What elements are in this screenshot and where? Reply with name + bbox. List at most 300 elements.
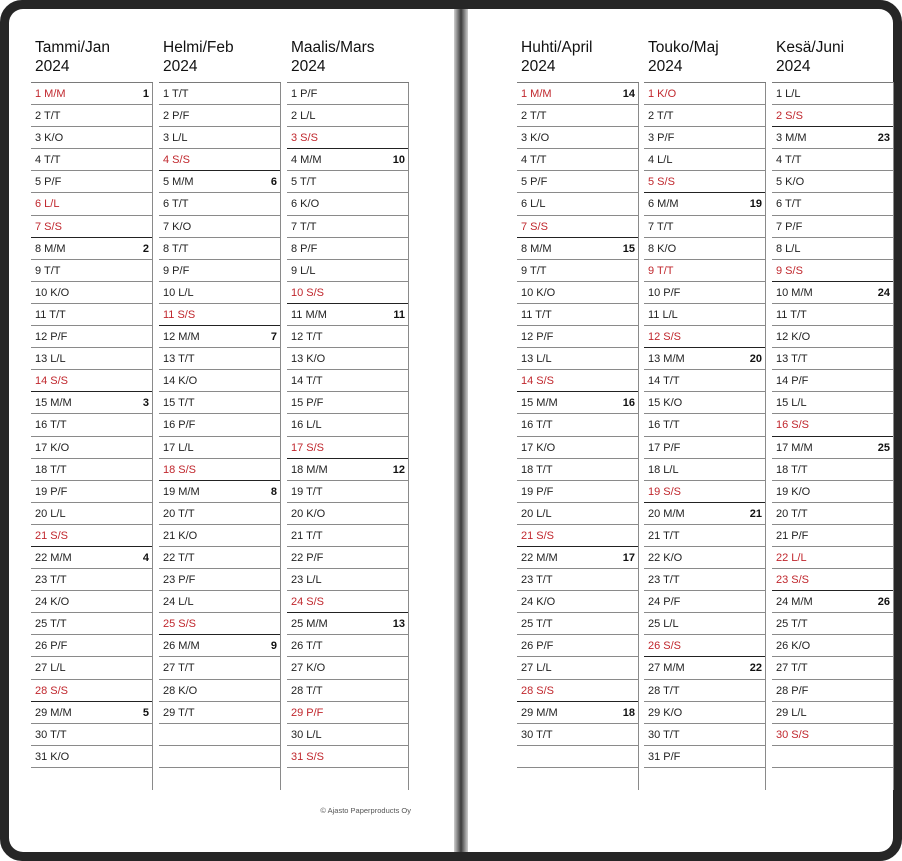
day-row	[31, 503, 152, 525]
day-label: 26 M/M	[163, 640, 200, 653]
day-label: 2 L/L	[291, 110, 316, 123]
day-row	[772, 459, 893, 481]
day-row	[517, 149, 638, 171]
day-row	[517, 569, 638, 591]
day-row	[644, 635, 765, 657]
day-row	[772, 216, 893, 238]
week-number: 6	[270, 176, 277, 189]
day-label: 2 P/F	[163, 110, 190, 123]
day-row	[772, 591, 893, 613]
book-spine	[454, 9, 468, 852]
month-header	[159, 38, 281, 83]
day-row	[159, 702, 280, 724]
day-row	[772, 171, 893, 193]
day-list	[517, 83, 639, 790]
day-row	[159, 613, 280, 635]
day-label: 30 L/L	[291, 728, 322, 741]
day-label: 17 K/O	[35, 441, 70, 454]
day-label: 1 K/O	[648, 88, 677, 100]
day-label: 10 K/O	[521, 286, 556, 299]
day-row	[644, 414, 765, 436]
day-label: 14 P/F	[776, 375, 809, 388]
day-row	[159, 680, 280, 702]
day-label: 3 S/S	[291, 132, 318, 145]
day-label: 6 L/L	[35, 198, 60, 211]
empty-row	[644, 768, 765, 790]
day-label: 22 K/O	[648, 551, 683, 564]
week-number: 5	[142, 706, 149, 719]
day-label: 26 K/O	[776, 640, 811, 653]
day-row	[287, 392, 408, 414]
day-label: 24 S/S	[291, 596, 325, 609]
day-label: 28 T/T	[648, 684, 680, 697]
day-label: 9 T/T	[35, 264, 61, 277]
day-row	[31, 105, 152, 127]
day-label: 5 K/O	[776, 176, 805, 189]
day-list	[644, 83, 766, 790]
day-row	[159, 127, 280, 149]
empty-row	[159, 724, 280, 746]
day-label: 1 M/M	[521, 88, 552, 100]
week-number: 9	[270, 640, 277, 653]
day-row	[287, 171, 408, 193]
week-number: 25	[877, 441, 890, 454]
day-label: 31 S/S	[291, 750, 325, 763]
month-column-may	[644, 38, 766, 790]
day-row	[517, 702, 638, 724]
day-label: 8 T/T	[163, 242, 189, 255]
day-label: 11 S/S	[163, 308, 196, 321]
day-label: 29 M/M	[521, 706, 558, 719]
day-label: 24 L/L	[163, 596, 194, 609]
day-row	[31, 724, 152, 746]
day-row	[517, 304, 638, 326]
week-number: 26	[877, 596, 890, 609]
day-row	[644, 525, 765, 547]
week-number: 10	[392, 154, 405, 167]
day-label: 9 T/T	[521, 264, 547, 277]
week-number: 4	[142, 551, 149, 564]
day-label: 6 L/L	[521, 198, 546, 211]
day-label: 27 M/M	[648, 662, 685, 675]
day-row	[517, 547, 638, 569]
day-row	[159, 591, 280, 613]
day-label: 30 T/T	[648, 728, 680, 741]
day-label: 2 S/S	[776, 110, 803, 123]
day-label: 16 T/T	[648, 419, 680, 432]
day-row	[31, 657, 152, 679]
day-row	[287, 525, 408, 547]
day-label: 3 K/O	[35, 132, 64, 145]
day-label: 12 K/O	[776, 331, 811, 344]
day-row	[644, 724, 765, 746]
day-row	[772, 260, 893, 282]
day-row	[644, 326, 765, 348]
month-title: Tammi/Jan	[35, 39, 110, 56]
day-label: 14 S/S	[521, 375, 555, 388]
day-row	[517, 591, 638, 613]
day-label: 17 K/O	[521, 441, 556, 454]
day-row	[31, 83, 152, 105]
day-label: 17 S/S	[291, 441, 325, 454]
day-list	[287, 83, 409, 790]
day-row	[159, 105, 280, 127]
day-label: 20 M/M	[648, 507, 685, 520]
day-row	[287, 724, 408, 746]
day-row	[159, 171, 280, 193]
day-label: 10 P/F	[648, 286, 681, 299]
day-label: 30 T/T	[35, 728, 67, 741]
day-label: 11 T/T	[35, 308, 66, 321]
day-label: 12 S/S	[648, 331, 682, 344]
day-row	[517, 193, 638, 215]
day-row	[772, 238, 893, 260]
day-label: 24 K/O	[35, 596, 70, 609]
day-row	[159, 193, 280, 215]
day-label: 6 M/M	[648, 198, 679, 211]
month-header	[772, 38, 894, 83]
day-row	[644, 216, 765, 238]
month-column-feb	[159, 38, 281, 790]
day-label: 30 T/T	[521, 728, 553, 741]
day-label: 26 P/F	[521, 640, 554, 653]
day-row	[772, 105, 893, 127]
day-label: 7 K/O	[163, 220, 192, 233]
week-number: 12	[392, 463, 405, 476]
week-number: 11	[393, 308, 405, 321]
day-row	[287, 304, 408, 326]
day-row	[772, 127, 893, 149]
day-label: 18 T/T	[35, 463, 67, 476]
day-label: 22 T/T	[163, 551, 195, 564]
day-row	[517, 326, 638, 348]
day-list	[772, 83, 894, 790]
month-year: 2024	[776, 58, 811, 75]
day-row	[517, 724, 638, 746]
day-row	[772, 702, 893, 724]
day-label: 13 L/L	[521, 353, 552, 366]
week-number: 24	[877, 286, 890, 299]
day-label: 13 T/T	[776, 353, 808, 366]
day-label: 12 P/F	[35, 331, 68, 344]
day-label: 6 T/T	[776, 198, 802, 211]
day-row	[644, 680, 765, 702]
day-row	[31, 238, 152, 260]
day-row	[772, 193, 893, 215]
day-label: 1 L/L	[776, 88, 801, 100]
day-label: 12 M/M	[163, 331, 200, 344]
day-label: 10 S/S	[291, 286, 325, 299]
day-label: 19 S/S	[648, 485, 682, 498]
day-row	[644, 83, 765, 105]
day-row	[772, 569, 893, 591]
month-year: 2024	[291, 58, 326, 75]
day-label: 23 T/T	[521, 574, 553, 587]
day-row	[772, 348, 893, 370]
day-row	[31, 459, 152, 481]
day-label: 15 M/M	[521, 397, 558, 410]
month-column-mar	[287, 38, 409, 790]
day-row	[517, 525, 638, 547]
day-label: 2 T/T	[648, 110, 674, 123]
day-label: 15 T/T	[163, 397, 195, 410]
day-label: 10 K/O	[35, 286, 70, 299]
day-label: 3 M/M	[776, 132, 807, 145]
day-row	[772, 547, 893, 569]
day-label: 18 S/S	[163, 463, 197, 476]
week-number: 23	[877, 132, 890, 145]
day-label: 7 T/T	[291, 220, 317, 233]
day-row	[517, 171, 638, 193]
day-row	[517, 680, 638, 702]
day-label: 22 M/M	[521, 551, 558, 564]
day-row	[517, 105, 638, 127]
day-label: 13 T/T	[163, 353, 195, 366]
day-label: 19 P/F	[521, 485, 554, 498]
day-label: 5 P/F	[521, 176, 548, 189]
month-title: Kesä/Juni	[776, 39, 845, 56]
day-label: 28 S/S	[521, 684, 555, 697]
day-row	[159, 569, 280, 591]
day-row	[772, 326, 893, 348]
day-label: 20 L/L	[521, 507, 552, 520]
day-label: 26 T/T	[291, 640, 323, 653]
day-label: 12 T/T	[291, 331, 323, 344]
day-row	[517, 437, 638, 459]
day-row	[644, 171, 765, 193]
day-row	[772, 414, 893, 436]
day-label: 28 K/O	[163, 684, 198, 697]
day-label: 4 T/T	[35, 154, 61, 167]
day-label: 5 S/S	[648, 176, 675, 189]
week-number: 17	[622, 551, 635, 564]
day-row	[159, 657, 280, 679]
day-row	[287, 105, 408, 127]
month-header	[287, 38, 409, 83]
day-row	[159, 83, 280, 105]
day-row	[644, 149, 765, 171]
day-row	[159, 414, 280, 436]
day-row	[517, 635, 638, 657]
month-year: 2024	[648, 58, 683, 75]
day-label: 27 K/O	[291, 662, 326, 675]
day-row	[644, 481, 765, 503]
day-row	[287, 569, 408, 591]
day-label: 4 T/T	[521, 154, 547, 167]
day-row	[287, 613, 408, 635]
day-row	[644, 569, 765, 591]
day-row	[31, 414, 152, 436]
day-row	[772, 503, 893, 525]
day-label: 4 M/M	[291, 154, 322, 167]
day-label: 5 T/T	[291, 176, 317, 189]
empty-row	[159, 746, 280, 768]
day-row	[159, 437, 280, 459]
day-label: 23 P/F	[163, 574, 196, 587]
month-year: 2024	[35, 58, 70, 75]
day-row	[287, 414, 408, 436]
day-label: 11 L/L	[648, 308, 678, 321]
day-label: 25 S/S	[163, 618, 197, 631]
day-row	[772, 370, 893, 392]
day-row	[159, 459, 280, 481]
day-row	[517, 392, 638, 414]
day-row	[287, 547, 408, 569]
day-label: 4 T/T	[776, 154, 802, 167]
day-list	[31, 83, 153, 790]
day-row	[287, 348, 408, 370]
day-list	[159, 83, 281, 790]
day-label: 23 L/L	[291, 574, 322, 587]
day-label: 5 P/F	[35, 176, 62, 189]
day-row	[159, 503, 280, 525]
week-number: 16	[622, 397, 635, 410]
day-row	[644, 591, 765, 613]
day-row	[517, 613, 638, 635]
day-label: 28 S/S	[35, 684, 69, 697]
empty-row	[772, 768, 893, 790]
empty-row	[772, 746, 893, 768]
day-label: 13 L/L	[35, 353, 66, 366]
day-label: 28 T/T	[291, 684, 323, 697]
day-row	[287, 503, 408, 525]
day-label: 20 L/L	[35, 507, 66, 520]
day-row	[159, 481, 280, 503]
month-year: 2024	[521, 58, 556, 75]
day-label: 23 T/T	[648, 574, 680, 587]
day-row	[31, 702, 152, 724]
day-label: 9 S/S	[776, 264, 803, 277]
day-label: 27 L/L	[35, 662, 66, 675]
day-row	[644, 105, 765, 127]
day-row	[31, 171, 152, 193]
day-row	[644, 437, 765, 459]
day-label: 12 P/F	[521, 331, 554, 344]
day-label: 13 K/O	[291, 353, 326, 366]
day-label: 3 P/F	[648, 132, 675, 145]
day-label: 8 K/O	[648, 242, 677, 255]
day-row	[287, 149, 408, 171]
day-label: 6 K/O	[291, 198, 320, 211]
day-label: 7 S/S	[35, 220, 62, 233]
day-label: 19 M/M	[163, 485, 200, 498]
day-label: 22 L/L	[776, 551, 807, 564]
day-row	[644, 193, 765, 215]
day-row	[31, 392, 152, 414]
month-header	[31, 38, 153, 83]
day-row	[159, 326, 280, 348]
day-row	[31, 613, 152, 635]
day-label: 18 T/T	[776, 463, 808, 476]
day-row	[159, 348, 280, 370]
day-row	[772, 481, 893, 503]
month-header	[644, 38, 766, 83]
day-label: 14 T/T	[291, 375, 323, 388]
day-label: 25 L/L	[648, 618, 679, 631]
day-label: 9 L/L	[291, 264, 316, 277]
day-row	[287, 370, 408, 392]
day-row	[31, 304, 152, 326]
day-row	[287, 282, 408, 304]
day-label: 21 P/F	[776, 529, 809, 542]
day-label: 3 L/L	[163, 132, 188, 145]
day-row	[644, 370, 765, 392]
day-label: 3 K/O	[521, 132, 550, 145]
day-label: 22 M/M	[35, 551, 72, 564]
day-label: 29 M/M	[35, 706, 72, 719]
day-row	[31, 216, 152, 238]
day-row	[159, 260, 280, 282]
day-label: 25 T/T	[521, 618, 553, 631]
day-label: 29 P/F	[291, 706, 324, 719]
day-label: 4 L/L	[648, 154, 673, 167]
day-label: 7 P/F	[776, 220, 803, 233]
day-label: 19 K/O	[776, 485, 811, 498]
day-label: 4 S/S	[163, 154, 190, 167]
day-label: 2 T/T	[521, 110, 547, 123]
day-row	[644, 260, 765, 282]
day-row	[644, 702, 765, 724]
day-label: 24 M/M	[776, 596, 813, 609]
day-row	[517, 282, 638, 304]
day-label: 6 T/T	[163, 198, 189, 211]
day-row	[287, 83, 408, 105]
day-label: 23 T/T	[35, 574, 67, 587]
day-label: 25 T/T	[776, 618, 808, 631]
day-row	[31, 282, 152, 304]
day-label: 27 T/T	[776, 662, 808, 675]
day-row	[31, 260, 152, 282]
week-number: 20	[749, 353, 762, 366]
day-label: 11 T/T	[776, 308, 807, 321]
empty-row	[287, 768, 408, 790]
day-row	[644, 547, 765, 569]
day-row	[287, 702, 408, 724]
day-row	[159, 547, 280, 569]
day-row	[517, 260, 638, 282]
day-label: 14 K/O	[163, 375, 198, 388]
day-label: 8 M/M	[35, 242, 66, 255]
month-column-jan	[31, 38, 153, 790]
day-label: 9 T/T	[648, 264, 674, 277]
day-label: 17 L/L	[163, 441, 194, 454]
day-label: 27 L/L	[521, 662, 552, 675]
day-row	[772, 680, 893, 702]
day-label: 1 P/F	[291, 88, 318, 100]
empty-row	[159, 768, 280, 790]
day-label: 19 P/F	[35, 485, 68, 498]
day-label: 16 S/S	[776, 419, 810, 432]
empty-row	[31, 768, 152, 790]
day-row	[287, 481, 408, 503]
day-row	[644, 282, 765, 304]
day-row	[517, 83, 638, 105]
day-row	[517, 503, 638, 525]
day-label: 23 S/S	[776, 574, 810, 587]
week-number: 14	[622, 88, 635, 100]
day-row	[31, 149, 152, 171]
day-row	[287, 437, 408, 459]
day-label: 31 P/F	[648, 750, 681, 763]
day-row	[644, 238, 765, 260]
day-label: 26 S/S	[648, 640, 682, 653]
month-title: Touko/Maj	[648, 39, 719, 56]
week-number: 13	[392, 618, 405, 631]
day-row	[31, 680, 152, 702]
day-label: 11 T/T	[521, 308, 552, 321]
day-label: 21 T/T	[648, 529, 680, 542]
day-row	[287, 459, 408, 481]
